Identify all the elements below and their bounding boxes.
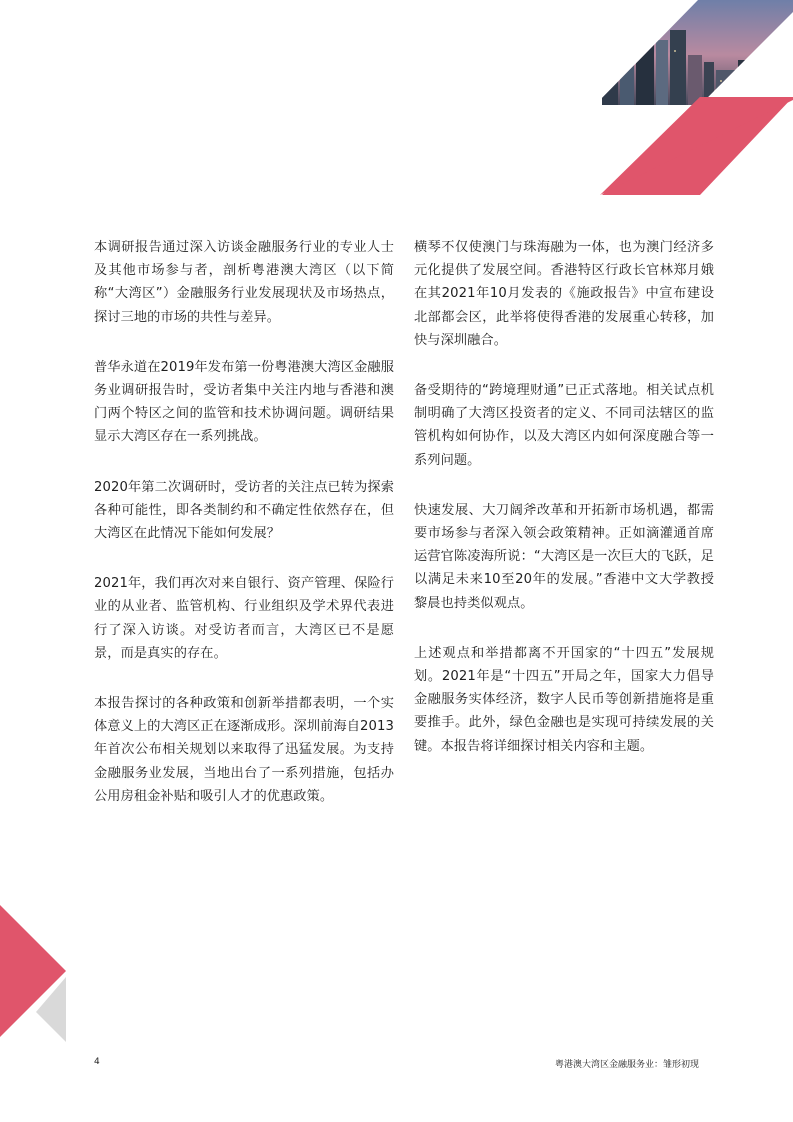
paragraph: 快速发展、大刀阔斧改革和开拓新市场机遇，都需要市场参与者深入领会政策精神。正如滴灌通首席运营官陈凌海所说：“大湾区是一次巨大的飞跃，足以满足未来10至20年的发展。”香港中文大学教授黎晨也持类似观点。	[414, 502, 714, 611]
paragraph: 普华永道在2019年发布第一份粤港澳大湾区金融服务业调研报告时，受访者集中关注内地与香港和澳门两个特区之间的监管和技术协调问题。调研结果显示大湾区存在一系列挑战。	[94, 359, 394, 445]
paragraph: 2021年，我们再次对来自银行、资产管理、保险行业的从业者、监管机构、行业组织及学术界代表进行了深入访谈。对受访者而言，大湾区已不是愿景，而是真实的存在。	[94, 576, 394, 661]
bottom-left-decoration	[0, 905, 70, 1045]
city-skyline-photo	[590, 0, 793, 110]
right-column	[414, 236, 714, 785]
paragraph: 横琴不仅使澳门与珠海融为一体，也为澳门经济多元化提供了发展空间。香港特区行政长官林郑月娥在其2021年10月发表的《施政报告》中宣布建设北部都会区，此举将使得香港的发展重心转移，加快与深圳融合。	[414, 240, 714, 348]
page-number: 4	[94, 1057, 100, 1067]
paragraph: 备受期待的“跨境理财通”已正式落地。相关试点机制明确了大湾区投资者的定义、不同司法辖区的监管机构如何协作，以及大湾区内如何深度融合等一系列问题。	[414, 383, 714, 468]
left-column	[94, 236, 394, 835]
report-title-footer: 粤港澳大湾区金融服务业：雏形初现	[554, 1060, 699, 1070]
paragraph: 本报告探讨的各种政策和创新举措都表明，一个实体意义上的大湾区正在逐渐成形。深圳前海自2013年首次公布相关规划以来取得了迅猛发展。为支持金融服务业发展，当地出台了一系列措施，包括办公用房租金补贴和吸引人才的优惠政策。	[94, 696, 394, 804]
paragraph: 2020年第二次调研时，受访者的关注点已转为探索各种可能性，即各类制约和不确定性依然存在，但大湾区在此情况下能如何发展？	[94, 479, 394, 542]
paragraph: 上述观点和举措都离不开国家的“十四五”发展规划。2021年是“十四五”开局之年，国家大力倡导金融服务实体经济，数字人民币等创新措施将是重要推手。此外，绿色金融也是实现可持续发展的关键。本报告将详细探讨相关内容和主题。	[414, 645, 714, 754]
top-right-decoration	[590, 0, 793, 200]
paragraph: 本调研报告通过深入访谈金融服务行业的专业人士及其他市场参与者，剖析粤港澳大湾区（以下简称“大湾区”）金融服务行业发展现状及市场热点，探讨三地的市场的共性与差异。	[94, 240, 394, 325]
